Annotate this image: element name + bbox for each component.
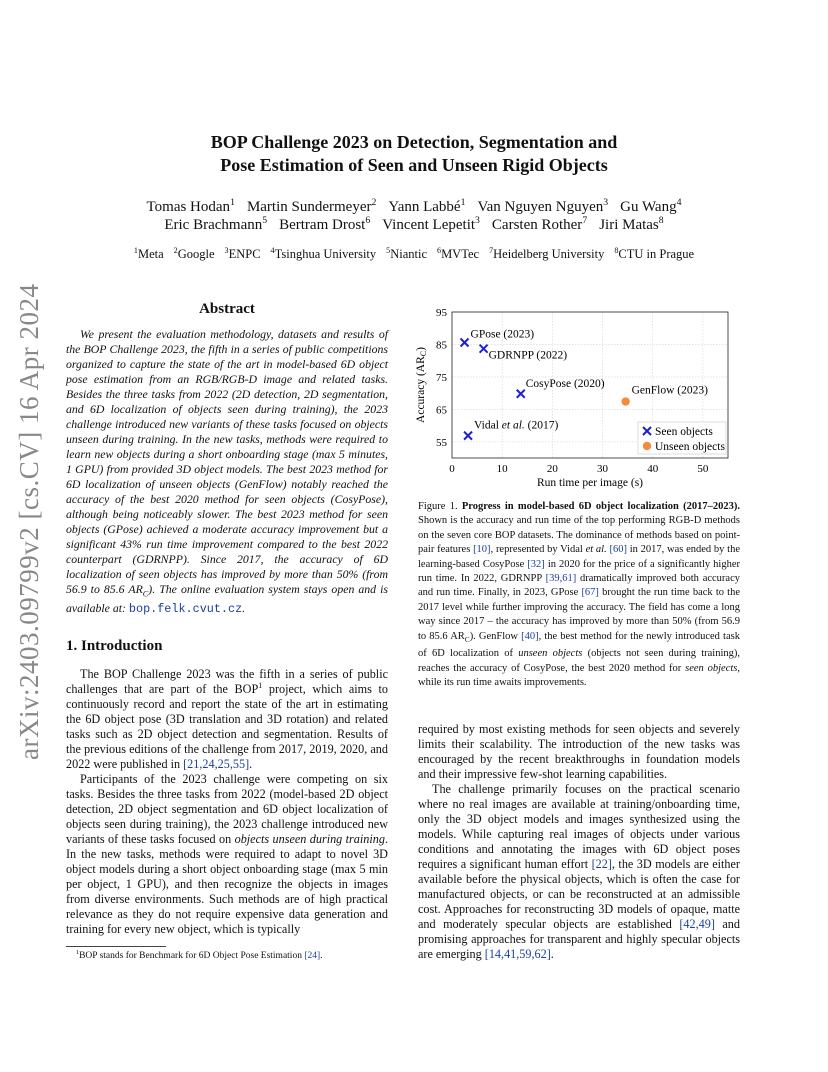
y-tick-label: 55 xyxy=(436,436,447,449)
affiliation: $^1$Meta xyxy=(133,245,164,261)
citation-link[interactable]: [39,61] xyxy=(545,573,577,585)
legend-entry-unseen: Unseen objects xyxy=(655,441,725,453)
author-name: Bertram Drost$^6$ xyxy=(279,215,371,233)
author-name: Martin Sundermeyer$^2$ xyxy=(246,197,377,215)
author-name: Vincent Lepetit$^3$ xyxy=(382,215,480,233)
citation-link[interactable]: [24] xyxy=(304,951,321,961)
seen-point-marker xyxy=(464,432,472,440)
evaluation-url-link[interactable]: bop.felk.cvut.cz xyxy=(128,602,243,617)
paper-title: BOP Challenge 2023 on Detection, Segmentation and Pose Estimation of Seen and Unseen Rigid Objects xyxy=(210,132,618,175)
legend-marker-unseen xyxy=(643,442,651,450)
affiliation: $^2$Google xyxy=(173,245,215,261)
citation-link[interactable]: [22] xyxy=(591,857,612,871)
author-name: Eric Brachmann$^5$ xyxy=(164,215,268,233)
point-label: GPose (2023) xyxy=(470,328,535,341)
author-line-1 xyxy=(0,198,828,216)
footnote: $^1$BOP stands for Benchmark for 6D Object Pose Estimation [24]. xyxy=(76,949,323,961)
affiliations xyxy=(0,247,828,262)
x-tick-label: 30 xyxy=(597,463,609,475)
x-tick-label: 40 xyxy=(647,463,659,475)
y-tick-label: 85 xyxy=(436,339,447,352)
citation-link[interactable]: [40] xyxy=(521,630,539,642)
affiliation: $^7$Heidelberg University xyxy=(489,245,605,261)
point-label: GenFlow (2023) xyxy=(631,384,708,397)
x-axis-label: Run time per image (s) xyxy=(536,477,644,489)
affiliation: $^5$Niantic xyxy=(386,245,427,261)
footnote-marker[interactable]: 1 xyxy=(258,680,263,690)
arxiv-identifier: arXiv:2403.09799v2 [cs.CV] 16 Apr 2024 xyxy=(14,283,44,760)
citation-link[interactable]: [14,41,59,62] xyxy=(484,947,551,961)
accuracy-vs-runtime-chart xyxy=(412,300,742,492)
affiliation: $^4$Tsinghua University xyxy=(270,245,377,261)
seen-point-marker xyxy=(480,345,488,353)
citation-link[interactable]: [10] xyxy=(473,544,491,556)
y-axis-label: Accuracy (ARC) xyxy=(415,347,428,423)
affiliation: $^6$MVTec xyxy=(437,245,480,261)
citation-link[interactable]: [67] xyxy=(581,587,599,599)
x-tick-label: 50 xyxy=(697,463,709,475)
y-tick-label: 65 xyxy=(436,404,447,417)
citation-link[interactable]: [21,24,25,55] xyxy=(183,757,250,771)
author-name: Tomas Hodan$^1$ xyxy=(146,197,235,215)
right-column-body xyxy=(418,722,740,962)
paragraph: required by most existing methods for seen objects and severely limits their scalability. The introduction of the new tasks was encouraged by the recent breakthroughs in foundation models and their impressive few-shot learning capabilities. xyxy=(418,722,740,781)
citation-link[interactable]: [60] xyxy=(609,544,627,556)
section-heading-introduction: 1. Introduction xyxy=(66,638,163,654)
seen-point-marker xyxy=(517,390,525,398)
x-tick-label: 10 xyxy=(496,463,508,475)
chart-legend xyxy=(638,422,726,454)
citation-link[interactable]: [32] xyxy=(527,558,545,570)
citation-link[interactable]: [42,49] xyxy=(679,917,715,931)
author-name: Gu Wang$^4$ xyxy=(620,197,682,215)
abstract-heading: Abstract xyxy=(199,301,255,317)
paragraph: The challenge primarily focuses on the practical scenario where no real images are available at training/onboarding time, only the 3D object models and images synthesized using the models. While capturing real images of objects under various conditions and annotating the images with 6D object poses requires a significant human effort [22], the 3D models are either available before the physical objects, which is often the case for manufactured objects, or can be reconstructed at an admissible cost. Approaches for reconstructing 3D models of opaque, matte and moderately specular objects are established [42,49] and promising approaches for transparent and highly specular objects are emerging [14,41,59,62]. xyxy=(418,782,740,961)
author-list xyxy=(0,198,828,234)
y-tick-label: 75 xyxy=(436,371,447,384)
author-name: Carsten Rother$^7$ xyxy=(491,215,588,233)
paragraph: The BOP Challenge 2023 was the fifth in a series of public challenges that are part of the BOP$^1$ project, which aims to continuously record and report the state of the art in estimating the 6D object pose (3D translation and 3D rotation) and related tasks such as 2D object detection and segmentation. Results of the previous editions of the challenge from 2017, 2019, 2020, and 2022 were published in [21,24,25,55]. xyxy=(66,667,388,771)
point-label: Vidal et al. (2017) xyxy=(474,419,559,432)
point-label: CosyPose (2020) xyxy=(525,377,605,390)
legend-entry-seen: Seen objects xyxy=(655,426,713,438)
x-tick-label: 0 xyxy=(449,463,455,475)
figure-caption: Figure 1. Progress in model-based 6D object localization (2017–2023). Shown is the accuracy and run time of the top performing RGB-D methods on the seven core BOP datasets. The dominance of methods based on point-pair features [10], represented by Vidal et al. [60] in 2017, was ended by the learning-based CosyPose [32] in 2020 for the price of a significantly higher run time. In 2022, GDRNPP [39,61] dramatically improved both accuracy and run time. Finally, in 2023, GPose [67] brought the run time back to the 2017 level while further improving the accuracy. The field has come a long way since 2017 – the accuracy has improved by more than 50% (from 56.9 to 85.6 $AR_C$). GenFlow [40], the best method for the newly introduced task of 6D localization of unseen objects (objects not seen during training), reaches the accuracy of CosyPose, the best 2020 method for seen objects, while its run time awaits improvements. xyxy=(418,501,740,688)
introduction-body xyxy=(66,667,388,937)
abstract-body: We present the evaluation methodology, datasets and results of the BOP Challenge 2023, the fifth in a series of public competitions organized to capture the state of the art in model-based 6D object pose estimation from an RGB/RGB-D image and related tasks. Besides the three tasks from 2022 (2D detection, 2D segmentation, and 6D localization of objects seen during training), the 2023 challenge introduced new variants of these tasks focused on objects unseen during training. In the new tasks, methods were required to learn new objects during a short onboarding stage (max 5 minutes, 1 GPU) from provided 3D object models. The best 2023 method for 6D localization of unseen objects (GenFlow) notably reached the accuracy of the best 2020 method for seen objects (CosyPose), although being noticeably slower. The best 2023 method for seen objects (GPose) achieved a moderate accuracy improvement but a significant 43% run time improvement compared to the best 2022 counterpart (GDRNPP). Since 2017, the accuracy of 6D localization of seen objects has improved by more than 50% (from 56.9 to 85.6 $AR_C$). The online evaluation system stays open and is available at: bop.felk.cvut.cz. xyxy=(66,327,388,617)
affiliation: $^8$CTU in Prague xyxy=(614,245,695,261)
author-name: Van Nguyen Nguyen$^3$ xyxy=(477,197,609,215)
author-name: Jiri Matas$^8$ xyxy=(599,215,664,233)
x-tick-label: 20 xyxy=(546,463,558,475)
author-line-2 xyxy=(0,216,828,234)
y-tick-label: 95 xyxy=(436,307,447,319)
unseen-point-marker xyxy=(621,397,629,405)
point-label: GDRNPP (2022) xyxy=(488,349,568,362)
paragraph: Participants of the 2023 challenge were competing on six tasks. Besides the three tasks from 2022 (model-based 2D object detection, 2D object segmentation and 6D object localization of objects seen during training), the 2023 challenge introduced new variants of these tasks focused on objects unseen during training. In the new tasks, methods were required to adapt to novel 3D object models during a short object onboarding stage (max 5 min per object, 1 GPU), and then recognize the objects in images from diverse environments. Such methods are of high practical relevance as they do not require expensive data generation and training for every new object, which is typically xyxy=(66,772,388,936)
seen-point-marker xyxy=(461,338,469,346)
affiliation: $^3$ENPC xyxy=(224,245,261,261)
author-name: Yann Labbé$^1$ xyxy=(388,197,466,215)
footnote-rule xyxy=(66,946,166,947)
